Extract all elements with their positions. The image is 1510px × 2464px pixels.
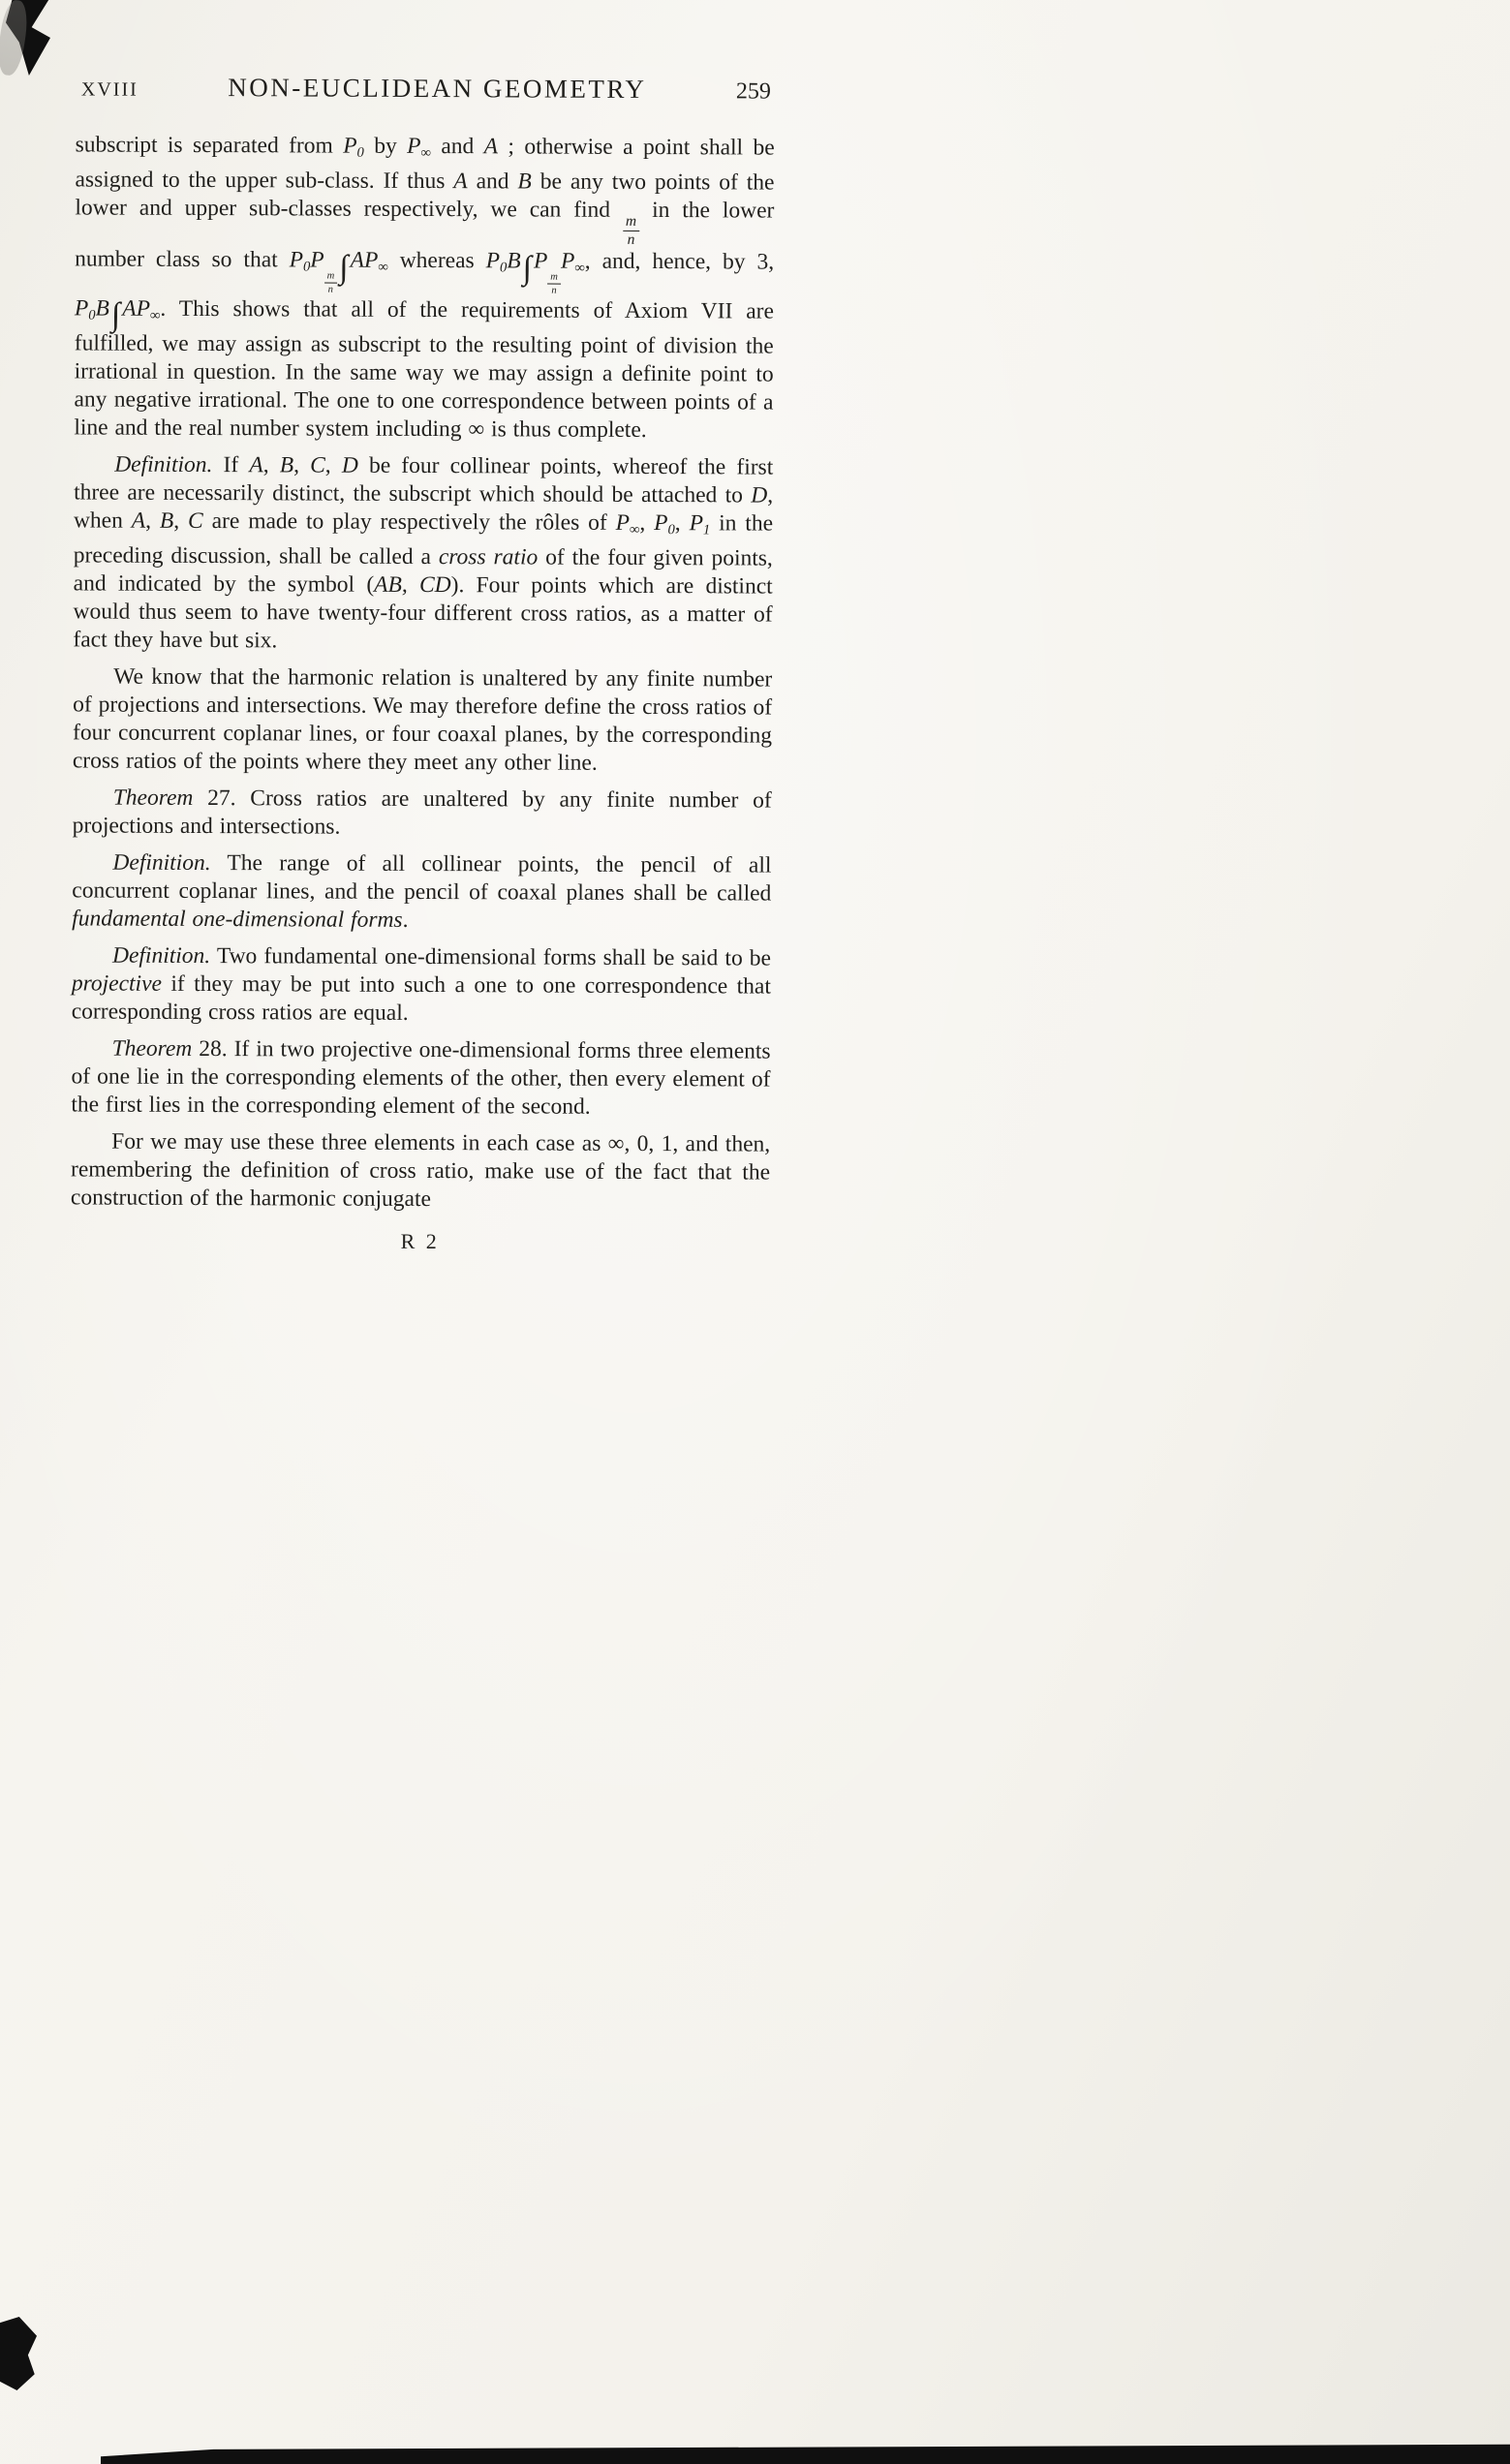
paragraph: Theorem 28. If in two projective one-dimensional forms three elements of one lie in the corresponding elements of the other, then every element of the first lies in the corresponding element of the second. [71, 1035, 771, 1120]
paragraph: subscript is separated from $P_0$ by $P_\infty$ and A ; otherwise a point shall be assigned to the upper sub-class. If thus A and B be any two points of the lower and upper sub-classes respectively, we can find $\frac{m}{n}$ in the lower number class so that $P_0P$ $\frac{m}{n}$ $\int AP_\infty$ whereas $P_0B\int P$ $\frac{m}{n}$ $P_\infty$, and, hence, by 3, $P_0B\int AP_\infty$. This shows that all of the requirements of Axiom VII are fulfilled, we may assign as subscript to the resulting point of division the irrational in question. In the same way we may assign a definite point to any negative irrational. The one to one correspondence between points of a line and the real number system including ∞ is thus complete. [74, 132, 775, 443]
fraction: $\frac{m}{n}$ [547, 272, 561, 296]
paragraph: Definition. The range of all collinear points, the pencil of all concurrent coplanar lines, and the pencil of coaxal planes shall be called fundamental one-dimensional forms. [72, 849, 772, 933]
paragraph: Definition. If A, B, C, D be four collinear points, whereof the first three are necessarily distinct, the subscript which should be attached to D, when A, B, C are made to play respectively the rôles of $P_\infty$, $P_0$, $P_1$ in the preceding discussion, shall be called a cross ratio of the four given points, and indicated by the symbol (AB, CD). Four points which are distinct would thus seem to have twenty-four different cross ratios, as a matter of fact they have but six. [73, 451, 774, 653]
signature-mark: R 2 [400, 1228, 440, 1253]
text-body [71, 131, 775, 1215]
page-number: 259 [735, 78, 771, 105]
scan-artifact-bottom-left [0, 2317, 37, 2390]
scan-artifact-bottom-edge [101, 2439, 1510, 2464]
book-page [71, 72, 775, 1255]
paragraph: For we may use these three elements in each case as ∞, 0, 1, and then, remembering the definition of cross ratio, make use of the fact that the construction of the harmonic conjugate [70, 1128, 771, 1212]
paragraph: We know that the harmonic relation is unaltered by any finite number of projections and intersections. We may therefore define the cross ratios of four concurrent coplanar lines, or four coaxal planes, by the corresponding cross ratios of the points where they meet any other line. [72, 663, 773, 776]
paragraph: Definition. Two fundamental one-dimensional forms shall be said to be projective if they may be put into such a one to one correspondence that corresponding cross ratios are equal. [71, 942, 772, 1026]
chapter-number: XVIII [80, 78, 139, 101]
paragraph: Theorem 27. Cross ratios are unaltered by any finite number of projections and intersections. [72, 785, 772, 840]
running-head-title: NON-EUCLIDEAN GEOMETRY [228, 73, 647, 104]
running-head [81, 72, 771, 105]
fraction: $\frac{m}{n}$ [623, 213, 639, 248]
fraction: $\frac{m}{n}$ [324, 271, 337, 295]
